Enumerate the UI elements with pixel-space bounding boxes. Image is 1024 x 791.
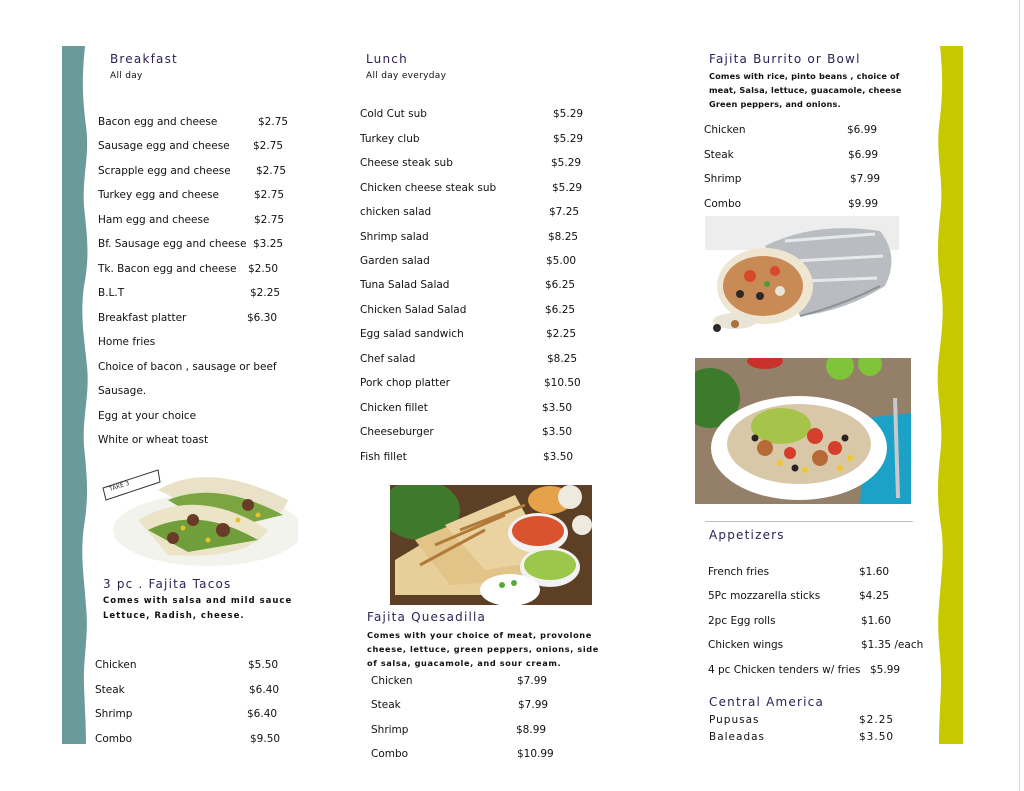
item-name: 2pc Egg rolls [708,615,776,627]
lunch-item [360,133,600,147]
item-price: $5.29 [553,133,584,145]
item-price: $8.25 [547,353,578,365]
burrito-item [704,149,904,163]
item-price: $5.29 [553,108,584,120]
item-name: Chicken [704,124,746,136]
breakfast-item [98,434,318,448]
lunch-item [360,279,600,293]
item-price: $5.29 [552,182,583,194]
lunch-subtitle: All day everyday [366,71,447,81]
lunch-item [360,304,600,318]
lunch-item [360,108,600,122]
item-name: Cheeseburger [360,426,434,438]
item-price: $9.99 [848,198,879,210]
item-price: $9.50 [250,733,281,745]
lunch-title: Lunch [366,52,408,66]
item-name: Shrimp [95,708,133,720]
item-price: $10.50 [544,377,581,389]
lunch-item [360,328,600,342]
item-price: $3.50 [542,402,573,414]
lunch-item [360,451,600,465]
bowl-image [695,358,911,504]
breakfast-item [98,165,298,179]
item-price: $5.50 [248,659,279,671]
tacos-item [95,659,295,673]
item-price: $8.99 [516,724,547,736]
left-decorative-bar [62,46,88,744]
item-price: $5.00 [546,255,577,267]
item-name: Egg at your choice [98,410,197,422]
lunch-item [360,255,600,269]
central-america-item [709,731,909,745]
item-name: Cold Cut sub [360,108,427,120]
item-price: $7.99 [850,173,881,185]
item-name: Bf. Sausage egg and cheese [98,238,247,250]
breakfast-item [98,336,318,350]
item-price: $1.60 [859,566,890,578]
item-name: chicken salad [360,206,432,218]
item-price: $2.25 [250,287,281,299]
tacos-title: 3 pc . Fajita Tacos [103,577,232,591]
quesadilla-desc: Comes with your choice of meat, provolone cheese, lettuce, green peppers, onions, side of salsa, guacamole, and sour cream. [367,630,599,668]
burrito-image [705,216,899,340]
right-decorative-bar [937,46,963,744]
item-name: Breakfast platter [98,312,187,324]
tacos-image [98,460,298,568]
item-name: Baleadas [709,731,766,743]
breakfast-item [98,189,298,203]
item-price: $7.99 [518,699,549,711]
lunch-item [360,353,600,367]
item-price: $2.75 [253,140,284,152]
item-name: Steak [95,684,125,696]
central-america-item [709,714,909,728]
item-name: Cheese steak sub [360,157,453,169]
tacos-item [95,708,295,722]
item-price: $7.99 [517,675,548,687]
breakfast-item [98,263,298,277]
section-divider [705,521,913,522]
item-name: Chicken fillet [360,402,428,414]
quesadilla-image [390,485,592,605]
page-edge-line [1019,0,1020,791]
item-name: Choice of bacon , sausage or beef [98,361,277,373]
appetizer-item [708,566,933,580]
breakfast-item [98,140,298,154]
item-price: $6.40 [249,684,280,696]
item-name: Ham egg and cheese [98,214,210,226]
item-name: Chef salad [360,353,416,365]
appetizer-item [708,615,933,629]
item-price: $10.99 [517,748,554,760]
item-price: $2.75 [254,189,285,201]
item-name: Egg salad sandwich [360,328,464,340]
item-name: Sausage. [98,385,147,397]
burrito-title: Fajita Burrito or Bowl [709,52,861,66]
item-name: French fries [708,566,770,578]
item-name: B.L.T [98,287,125,299]
item-name: Chicken [95,659,137,671]
item-name: Pupusas [709,714,760,726]
tacos-item [95,733,295,747]
item-name: Tk. Bacon egg and cheese [98,263,237,275]
appetizer-item [708,664,933,678]
item-price: $2.75 [256,165,287,177]
item-price: $6.25 [545,304,576,316]
lunch-item [360,231,600,245]
item-price: $3.50 [543,451,574,463]
tacos-item [95,684,295,698]
item-price: $3.50 [542,426,573,438]
breakfast-item [98,238,298,252]
item-name: Fish fillet [360,451,407,463]
item-price: $4.25 [859,590,890,602]
item-name: Steak [704,149,734,161]
breakfast-item [98,214,298,228]
item-name: Home fries [98,336,156,348]
appetizers-title: Appetizers [709,528,785,542]
item-price: $1.60 [861,615,892,627]
item-price: $8.25 [548,231,579,243]
item-name: Garden salad [360,255,430,267]
item-name: White or wheat toast [98,434,209,446]
item-name: 5Pc mozzarella sticks [708,590,821,602]
appetizer-item [708,590,933,604]
item-name: Chicken wings [708,639,784,651]
burrito-desc: Comes with rice, pinto beans , choice of meat, Salsa, lettuce, guacamole, cheese Green peppers, and onions. [709,71,902,109]
item-price: $1.35 /each [861,639,924,651]
item-price: $2.75 [254,214,285,226]
item-name: Sausage egg and cheese [98,140,230,152]
item-price: $6.99 [848,149,879,161]
item-name: Shrimp salad [360,231,429,243]
item-price: $6.40 [247,708,278,720]
item-name: Chicken [371,675,413,687]
quesadilla-title: Fajita Quesadilla [367,610,487,624]
svg-text:TAKE 3: TAKE 3 [108,479,131,493]
item-name: Tuna Salad Salad [360,279,450,291]
burrito-item [704,124,904,138]
breakfast-title: Breakfast [110,52,178,66]
item-name: Turkey club [360,133,420,145]
lunch-item [360,206,600,220]
breakfast-item [98,410,318,424]
item-name: Steak [371,699,401,711]
breakfast-item [98,287,298,301]
tacos-desc-line1: Comes with salsa and mild sauce [103,596,293,606]
item-name: Turkey egg and cheese [98,189,220,201]
item-name: Chicken Salad Salad [360,304,467,316]
breakfast-item [98,312,298,326]
quesadilla-item [371,724,571,738]
tacos-desc-line2: Lettuce, Radish, cheese. [103,611,245,621]
item-price: $7.25 [549,206,580,218]
item-price: $2.50 [248,263,279,275]
item-name: Combo [371,748,409,760]
item-name: Chicken cheese steak sub [360,182,497,194]
quesadilla-item [371,748,571,762]
item-name: Pork chop platter [360,377,450,389]
item-price: $6.99 [847,124,878,136]
central-america-title: Central America [709,695,825,709]
item-name: Combo [704,198,742,210]
burrito-item [704,173,904,187]
item-name: Scrapple egg and cheese [98,165,231,177]
quesadilla-item [371,675,571,689]
item-price: $2.25 [546,328,577,340]
breakfast-item [98,385,318,399]
item-price: $2.25 [859,714,895,726]
item-name: 4 pc Chicken tenders w/ fries [708,664,861,676]
item-name: Combo [95,733,133,745]
lunch-item [360,182,600,196]
lunch-item [360,377,600,391]
item-price: $6.30 [247,312,278,324]
item-name: Bacon egg and cheese [98,116,218,128]
lunch-item [360,402,600,416]
item-price: $3.25 [253,238,284,250]
burrito-item [704,198,904,212]
breakfast-subtitle: All day [110,71,143,81]
item-name: Shrimp [704,173,742,185]
item-price: $6.25 [545,279,576,291]
quesadilla-item [371,699,571,713]
item-price: $3.50 [859,731,895,743]
lunch-item [360,157,600,171]
item-price: $2.75 [258,116,289,128]
breakfast-item [98,116,298,130]
item-price: $5.29 [551,157,582,169]
item-price: $5.99 [870,664,901,676]
item-name: Shrimp [371,724,409,736]
appetizer-item [708,639,933,653]
lunch-item [360,426,600,440]
breakfast-item [98,361,318,375]
